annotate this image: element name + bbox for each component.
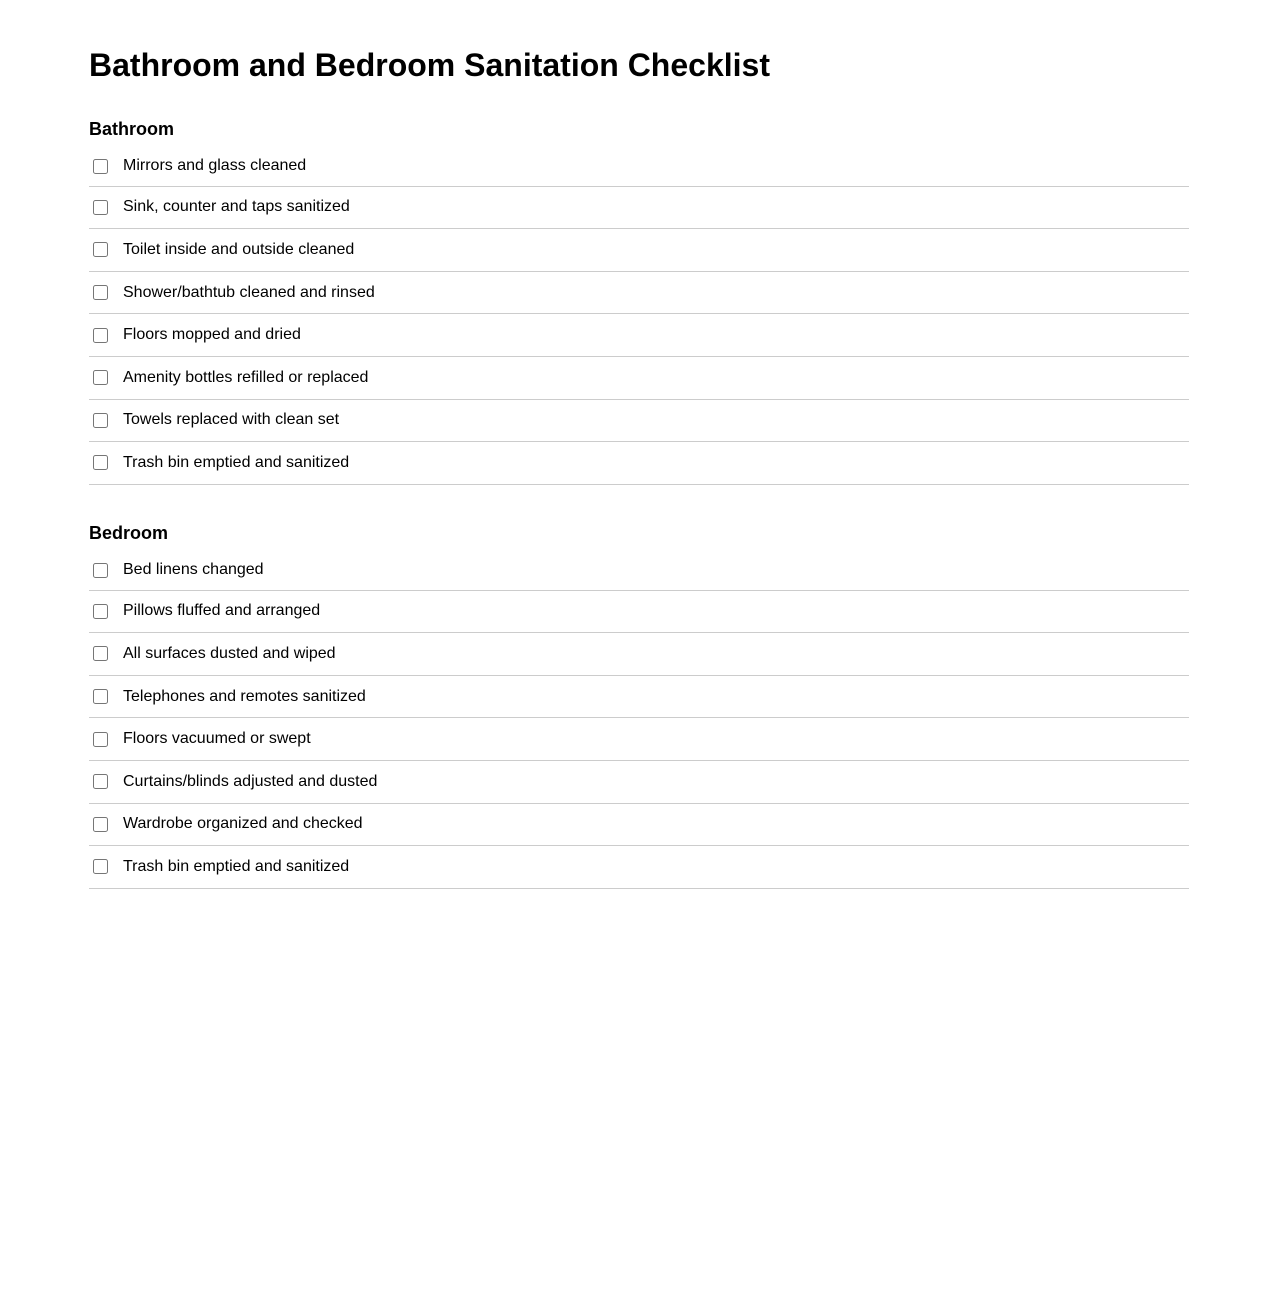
checkbox[interactable]	[93, 242, 108, 257]
checklist-item[interactable]	[89, 846, 1189, 889]
checkbox[interactable]	[93, 859, 108, 874]
checklist-item-label: Toilet inside and outside cleaned	[123, 240, 355, 258]
page-title: Bathroom and Bedroom Sanitation Checklist	[89, 47, 770, 83]
checklist-item[interactable]	[89, 676, 1189, 719]
bedroom-checklist	[89, 551, 1189, 889]
checkbox[interactable]	[93, 455, 108, 470]
checkbox[interactable]	[93, 370, 108, 385]
checklist-item-label: Wardrobe organized and checked	[123, 815, 363, 833]
checklist-item-label: Floors vacuumed or swept	[123, 730, 311, 748]
checklist-item[interactable]	[89, 357, 1189, 400]
section-heading-bedroom: Bedroom	[89, 523, 169, 543]
checkbox[interactable]	[93, 774, 108, 789]
checklist-item[interactable]	[89, 442, 1189, 485]
checklist-item[interactable]	[89, 314, 1189, 357]
checkbox[interactable]	[93, 689, 108, 704]
checkbox[interactable]	[93, 817, 108, 832]
checkbox[interactable]	[93, 285, 108, 300]
checklist-item[interactable]	[89, 147, 1189, 187]
checklist-item[interactable]	[89, 400, 1189, 443]
checklist-item-label: Amenity bottles refilled or replaced	[123, 368, 369, 386]
checklist-item-label: Pillows fluffed and arranged	[123, 602, 321, 620]
checklist-item-label: Mirrors and glass cleaned	[123, 157, 307, 175]
checklist-item-label: Curtains/blinds adjusted and dusted	[123, 772, 378, 790]
checklist-item[interactable]	[89, 591, 1189, 634]
checklist-item[interactable]	[89, 229, 1189, 272]
checkbox[interactable]	[93, 413, 108, 428]
checklist-item[interactable]	[89, 804, 1189, 847]
checklist-item[interactable]	[89, 718, 1189, 761]
checklist-item-label: Shower/bathtub cleaned and rinsed	[123, 283, 375, 301]
checklist-item[interactable]	[89, 187, 1189, 230]
checklist-item[interactable]	[89, 551, 1189, 591]
bathroom-checklist	[89, 147, 1189, 485]
checkbox[interactable]	[93, 200, 108, 215]
checklist-item[interactable]	[89, 761, 1189, 804]
checklist-item-label: Trash bin emptied and sanitized	[123, 857, 350, 875]
checkbox[interactable]	[93, 159, 108, 174]
checkbox[interactable]	[93, 732, 108, 747]
section-heading-bathroom: Bathroom	[89, 119, 174, 139]
checkbox[interactable]	[93, 604, 108, 619]
checklist-item-label: Telephones and remotes sanitized	[123, 687, 366, 705]
section-bathroom	[89, 118, 1189, 485]
checklist-item-label: Trash bin emptied and sanitized	[123, 453, 350, 471]
checklist-item-label: Floors mopped and dried	[123, 326, 301, 344]
checklist-item[interactable]	[89, 272, 1189, 315]
checklist-item-label: Bed linens changed	[123, 561, 264, 579]
checkbox[interactable]	[93, 563, 108, 578]
checklist-item[interactable]	[89, 633, 1189, 676]
checklist-item-label: All surfaces dusted and wiped	[123, 644, 336, 662]
checklist-item-label: Sink, counter and taps sanitized	[123, 198, 350, 216]
checklist-item-label: Towels replaced with clean set	[123, 411, 340, 429]
checkbox[interactable]	[93, 646, 108, 661]
section-bedroom	[89, 522, 1189, 889]
checkbox[interactable]	[93, 328, 108, 343]
